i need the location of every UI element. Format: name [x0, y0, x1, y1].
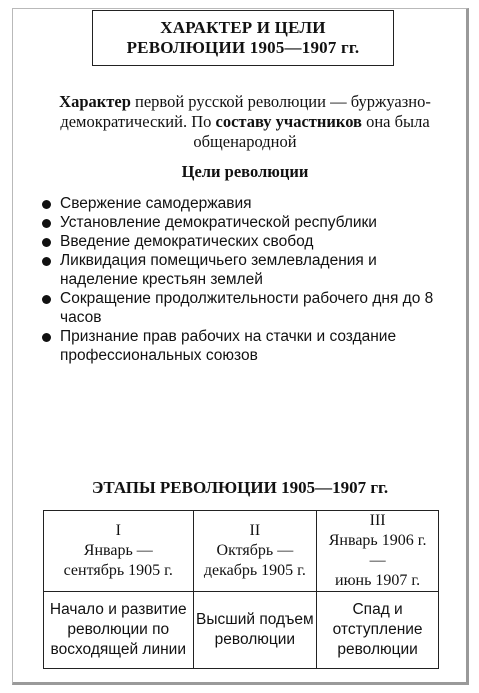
goals-list	[36, 194, 436, 365]
stage-period-cell	[44, 511, 194, 592]
bullet-icon	[42, 257, 51, 266]
goals-heading: Цели революции	[181, 162, 309, 181]
intro-text-2: она была общенародной	[193, 112, 430, 151]
stage-description: Спад и отступление революции	[317, 592, 439, 669]
stage-period-start: Январь 1906 г. —	[328, 532, 427, 569]
goal-item	[36, 213, 436, 232]
stage-period-cell	[193, 511, 317, 592]
bullet-icon	[42, 200, 51, 209]
intro-term-character: Характер	[59, 92, 131, 111]
stages-table	[43, 510, 439, 669]
title-line-1: ХАРАКТЕР И ЦЕЛИ	[160, 18, 326, 37]
stage-period-start: Октябрь —	[216, 542, 294, 559]
stage-number: III	[369, 512, 386, 529]
goal-label: Сокращение продолжительности рабочего дня до 8 часов	[60, 290, 434, 326]
stage-period-end: июнь 1907 г.	[335, 572, 421, 589]
goal-item	[36, 232, 436, 251]
stage-description: Начало и развитие революции по восходящей линии	[44, 592, 194, 669]
bullet-icon	[42, 333, 51, 342]
stage-period-end: декабрь 1905 г.	[203, 562, 306, 579]
title-line-2: РЕВОЛЮЦИИ 1905—1907 гг.	[126, 38, 360, 57]
goal-item	[36, 327, 436, 365]
goal-item	[36, 194, 436, 213]
intro-term-participants: составу участников	[215, 112, 362, 131]
bullet-icon	[42, 238, 51, 247]
stage-description: Высший подъем революции	[193, 592, 317, 669]
stages-description-row	[44, 592, 439, 669]
intro-text-1: первой русской революции — буржуазно-демократический. По	[60, 92, 431, 131]
goal-label: Свержение самодержавия	[60, 195, 252, 212]
stage-period-start: Январь —	[83, 542, 153, 559]
goal-item	[36, 289, 436, 327]
goal-label: Установление демократической республики	[60, 214, 377, 231]
stage-number: II	[249, 522, 261, 539]
title-box	[92, 10, 394, 66]
goal-label: Ликвидация помещичьего землевладения и наделение крестьян землей	[60, 252, 377, 288]
goal-label: Введение демократических свобод	[60, 233, 314, 250]
intro-paragraph	[40, 92, 450, 152]
bullet-icon	[42, 219, 51, 228]
stages-period-row	[44, 511, 439, 592]
stage-number: I	[115, 522, 121, 539]
stage-period-cell	[317, 511, 439, 592]
goal-item	[36, 251, 436, 289]
stage-period-end: сентябрь 1905 г.	[63, 562, 173, 579]
bullet-icon	[42, 295, 51, 304]
stages-heading: ЭТАПЫ РЕВОЛЮЦИИ 1905—1907 гг.	[91, 478, 389, 497]
goal-label: Признание прав рабочих на стачки и создание профессиональных союзов	[60, 328, 397, 364]
